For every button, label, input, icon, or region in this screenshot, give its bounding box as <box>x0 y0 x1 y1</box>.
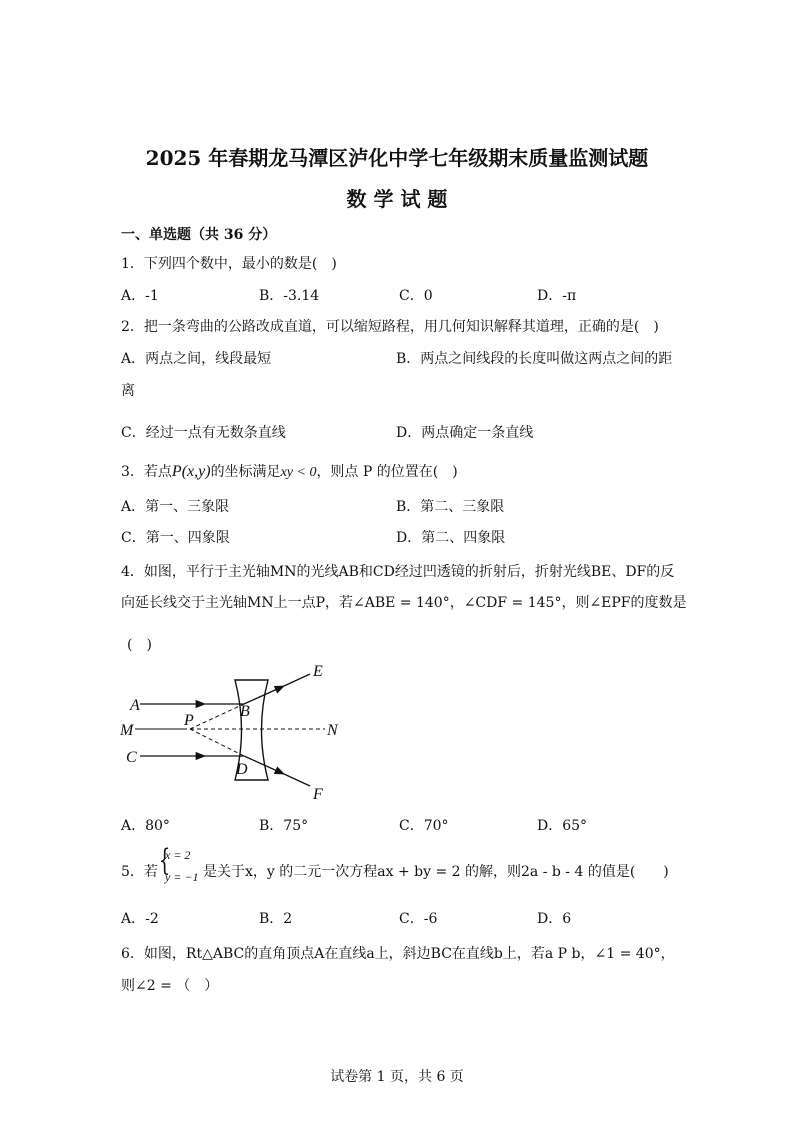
q3-option-c[interactable]: C．第一、四象限 <box>121 530 230 546</box>
q5-number: 5．若 <box>121 864 158 880</box>
label-m: M <box>120 722 134 739</box>
question-6-line2: 则∠2 = （ ） <box>121 978 219 994</box>
q5-option-d[interactable]: D．6 <box>537 911 572 927</box>
question-2: 2．把一条弯曲的公路改成直道，可以缩短路程，用几何知识解释其道理，正确的是( ) <box>121 319 659 335</box>
label-e: E <box>313 663 323 680</box>
q3-option-b[interactable]: B．第二、三象限 <box>396 499 505 515</box>
q4-option-c[interactable]: C．70° <box>399 818 449 834</box>
q1-option-a[interactable]: A．-1 <box>121 288 159 304</box>
extension-pb <box>190 704 244 729</box>
question-4-line1: 4．如图，平行于主光轴MN的光线AB和CD经过凹透镜的折射后，折射光线BE、DF的反 <box>121 564 675 580</box>
q5-option-b[interactable]: B．2 <box>259 911 293 927</box>
label-c: C <box>126 749 137 766</box>
q5-brace: { <box>158 843 171 878</box>
q3-option-a[interactable]: A．第一、三象限 <box>121 499 230 515</box>
question-4-line2: 向延长线交于主光轴MN上一点P，若∠ABE = 140°，∠CDF = 145°，则∠EPF的度数是 <box>121 595 687 611</box>
q4-option-a[interactable]: A．80° <box>121 818 170 834</box>
label-p: P <box>184 712 194 729</box>
q2-option-b-wrap: 离 <box>121 383 135 399</box>
page-footer: 试卷第 1 页，共 6 页 <box>330 1069 464 1085</box>
lens-figure <box>110 655 360 805</box>
q2-option-d[interactable]: D．两点确定一条直线 <box>396 425 534 441</box>
q1-option-d[interactable]: D．-π <box>537 288 577 304</box>
q4-option-b[interactable]: B．75° <box>259 818 309 834</box>
question-1: 1．下列四个数中，最小的数是( ) <box>121 256 337 272</box>
q2-option-a[interactable]: A．两点之间，线段最短 <box>121 351 272 367</box>
label-n: N <box>327 722 338 739</box>
q5-eq2: y = −1 <box>165 870 199 884</box>
page-subtitle: 数 学 试 题 <box>346 187 448 211</box>
q5-eq1: x = 2 <box>165 848 191 862</box>
q3-mid: 的坐标满足 <box>210 464 281 480</box>
q1-option-b[interactable]: B．-3.14 <box>259 288 320 304</box>
q3-pre: 3．若点 <box>121 464 172 480</box>
question-5: 是关于x，y 的二元一次方程ax + by = 2 的解，则2a - b - 4 的值是( ) <box>203 864 669 880</box>
question-3 <box>121 461 458 481</box>
label-f: F <box>313 786 323 803</box>
extension-pd <box>190 729 244 756</box>
label-a: A <box>130 697 140 714</box>
question-4-paren: ( ) <box>127 637 152 653</box>
section-heading: 一、单选题（共 36 分） <box>121 227 277 243</box>
question-6-line1: 6．如图，Rt△ABC的直角顶点A在直线a上，斜边BC在直线b上，若a P b，∠1 = 40°， <box>121 946 675 962</box>
q2-option-b[interactable]: B．两点之间线段的长度叫做这两点之间的距 <box>396 351 673 367</box>
q3-point: P(x,y) <box>171 463 211 480</box>
q3-post: ，则点 P 的位置在( ) <box>316 464 458 480</box>
page-title: 2025 年春期龙马潭区泸化中学七年级期末质量监测试题 <box>145 146 649 170</box>
q2-option-c[interactable]: C．经过一点有无数条直线 <box>121 425 286 441</box>
q1-option-c[interactable]: C．0 <box>399 288 433 304</box>
q4-option-d[interactable]: D．65° <box>537 818 588 834</box>
q5-option-a[interactable]: A．-2 <box>121 911 159 927</box>
q3-cond: xy < 0 <box>280 465 317 480</box>
label-b: B <box>240 703 250 720</box>
label-d: D <box>236 761 248 778</box>
q5-option-c[interactable]: C．-6 <box>399 911 438 927</box>
q3-option-d[interactable]: D．第二、四象限 <box>396 530 506 546</box>
